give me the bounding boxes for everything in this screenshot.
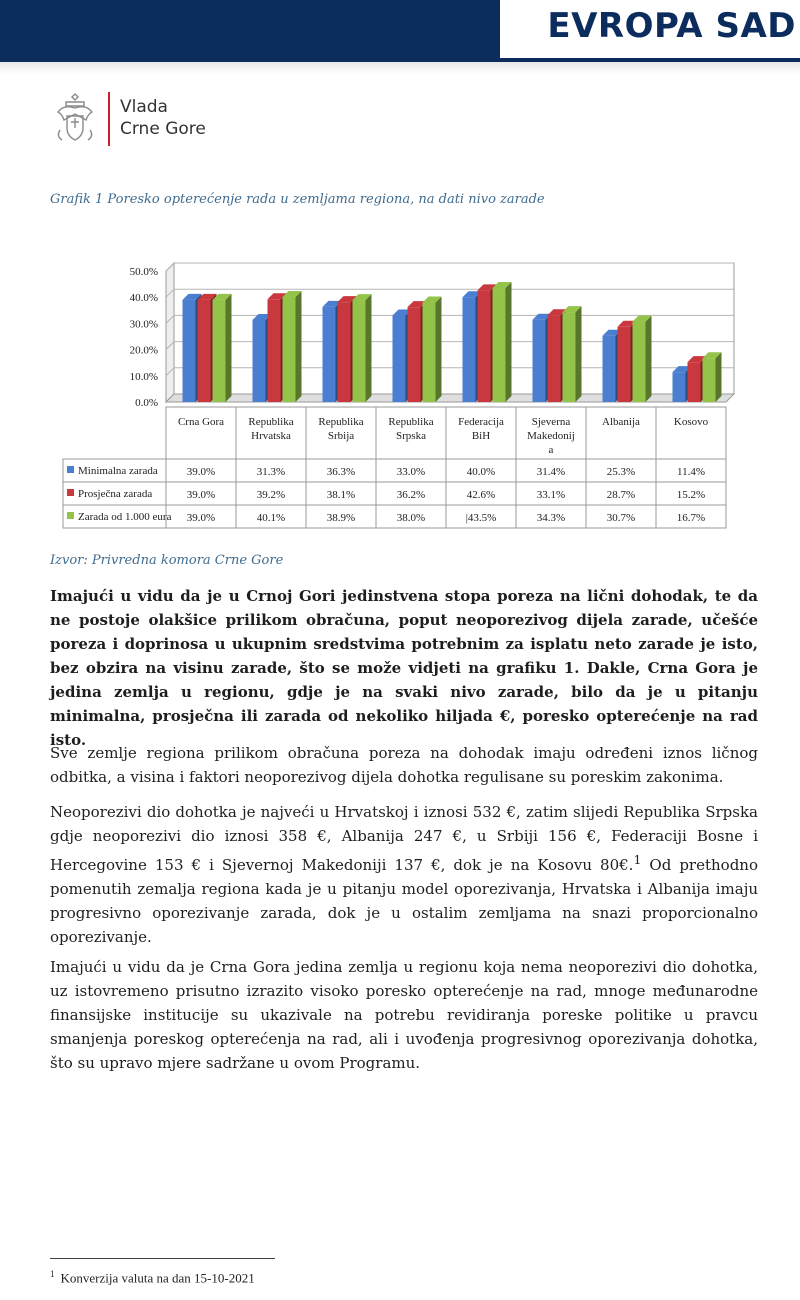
data-label: 40.0%	[466, 466, 496, 478]
government-name-line2: Crne Gore	[120, 119, 206, 139]
logo-separator	[108, 92, 110, 146]
y-tick-label: 10.0%	[129, 370, 158, 383]
x-tick-label: Srpska	[396, 430, 426, 442]
footnote-number: 1	[50, 1269, 55, 1279]
data-label: 38.0%	[396, 512, 426, 524]
government-name	[120, 96, 206, 140]
brand-logo[interactable]: EVROPA SAD	[547, 6, 796, 46]
legend-label: Minimalna zarada	[78, 465, 158, 477]
bar	[393, 316, 406, 402]
bar	[463, 297, 476, 402]
x-tick-label: a	[548, 444, 554, 456]
data-label: 33.1%	[536, 489, 566, 501]
footnote-ref[interactable]: 1	[633, 852, 642, 867]
bar	[213, 300, 226, 402]
y-tick-label: 0.0%	[135, 397, 158, 409]
data-label: |43.5%	[465, 512, 497, 524]
bar-side	[366, 294, 372, 402]
chart-svg	[60, 255, 760, 535]
bar	[338, 302, 351, 402]
footnote	[50, 1269, 255, 1286]
paragraph-1: Imajući u vidu da je u Crnoj Gori jedinstvena stopa poreza na lični dohodak, te da ne postoje olakšice prilikom obračuna, poput neoporezivog dijela zarade, učešće poreza i doprinosa u ukupnim sredstvima potrebnim za isplatu neto zarade je isto, bez obzira na visinu zarade, što se može vidjeti na grafiku 1. Dakle, Crna Gora je jedina zemlja u regionu, gdje je na svaki nivo zarade, bilo da je u pitanju minimalna, prosječna ili zarada od nekoliko hiljada €, poresko opterećenje na rad isto.	[50, 587, 758, 749]
data-label: 38.1%	[326, 489, 356, 501]
bar	[198, 300, 211, 402]
bar	[703, 358, 716, 402]
data-label: 39.0%	[186, 489, 216, 501]
bar	[283, 297, 296, 402]
bar	[478, 290, 491, 402]
x-tick-label: Hrvatska	[251, 430, 291, 442]
data-label: 25.3%	[606, 466, 636, 478]
bar-side	[576, 306, 582, 402]
coat-of-arms-icon	[50, 90, 100, 146]
y-tick-label: 40.0%	[129, 292, 158, 305]
data-label: 31.3%	[256, 466, 286, 478]
header-shadow	[0, 62, 800, 74]
data-label: 39.0%	[186, 512, 216, 524]
x-tick-label: Kosovo	[673, 416, 709, 428]
data-label: 16.7%	[676, 512, 706, 524]
x-tick-label: Sjeverna	[531, 416, 571, 428]
site-header	[0, 0, 800, 62]
x-tick-label: BiH	[471, 430, 491, 442]
paragraph-3-rest: Od prethodno pomenutih zemalja regiona kada je u pitanju model oporezivanja, Hrvatska i Albanija imaju progresivno oporezivanje zarada, dok je u ostalim zemljama na snazi proporcionalno oporezivanje.	[50, 856, 758, 946]
bar	[253, 320, 266, 402]
bar	[423, 302, 436, 402]
header-navy-block	[0, 0, 500, 58]
y-tick-label: 50.0%	[129, 266, 158, 278]
government-name-line1: Vlada	[120, 97, 168, 117]
bar	[183, 300, 196, 402]
tax-burden-chart	[60, 255, 760, 535]
bar	[603, 336, 616, 402]
data-label: 36.2%	[396, 489, 426, 501]
footnote-separator	[50, 1258, 275, 1259]
x-tick-label: Crna Gora	[177, 416, 225, 428]
legend-swatch	[67, 512, 74, 519]
legend-label: Zarada od 1.000 eura	[78, 511, 172, 523]
paragraph-3	[50, 800, 758, 949]
x-tick-label: Makedonij	[527, 430, 575, 442]
x-tick-label: Albanija	[602, 416, 640, 428]
bar	[408, 307, 421, 402]
bar	[323, 307, 336, 402]
chart-caption: Grafik 1 Poresko opterećenje rada u zemljama regiona, na dati nivo zarade	[50, 192, 545, 207]
bar-side	[506, 282, 512, 402]
x-tick-label: Srbija	[327, 430, 355, 442]
data-label: 28.7%	[606, 489, 636, 501]
bar-side	[716, 352, 722, 402]
bar-side	[436, 296, 442, 402]
bar-side	[646, 316, 652, 402]
data-label: 39.0%	[186, 466, 216, 478]
data-label: 31.4%	[536, 466, 566, 478]
chart-side-wall	[166, 263, 174, 402]
bar	[548, 315, 561, 402]
paragraph-4: Imajući u vidu da je Crna Gora jedina zemlja u regionu koja nema neoporezivi dio dohotka, uz istovremeno prisutno izrazito visoko poresko opterećenje na rad, mnoge međunarodne finansijske institucije su ukazivale na potrebu revidiranja poreske politike u pravcu smanjenja poreskog opterećenja na rad, ali i uvođenja progresivnog oporezivanja dohotka, što su upravo mjere sadržane u ovom Programu.	[50, 958, 758, 1072]
bar-side	[296, 291, 302, 402]
bar	[268, 299, 281, 402]
data-label: 42.6%	[466, 489, 496, 501]
y-tick-label: 20.0%	[129, 344, 158, 357]
bar	[533, 320, 546, 402]
footnote-text: Konverzija valuta na dan 15-10-2021	[60, 1270, 255, 1286]
data-label: 15.2%	[676, 489, 706, 501]
bar	[563, 312, 576, 402]
data-label: 39.2%	[256, 489, 286, 501]
bar	[618, 327, 631, 402]
bar	[493, 288, 506, 402]
bar	[673, 372, 686, 402]
data-label: 38.9%	[326, 512, 356, 524]
data-label: 11.4%	[676, 466, 706, 478]
x-tick-label: Federacija	[458, 416, 504, 428]
x-tick-label: Republika	[318, 416, 364, 428]
y-tick-label: 30.0%	[129, 318, 158, 331]
chart-source: Izvor: Privredna komora Crne Gore	[50, 553, 284, 568]
legend-label: Prosječna zarada	[78, 488, 153, 500]
x-tick-label: Republika	[248, 416, 294, 428]
bar	[353, 300, 366, 402]
legend-swatch	[67, 489, 74, 496]
data-label: 36.3%	[326, 466, 356, 478]
data-label: 40.1%	[256, 512, 286, 524]
paragraph-2: Sve zemlje regiona prilikom obračuna poreza na dohodak imaju određeni iznos ličnog odbitka, a visina i faktori neoporezivog dijela dohotka regulisane su poreskim zakonima.	[50, 744, 758, 786]
bar	[688, 362, 701, 402]
paragraph-3-main: Neoporezivi dio dohotka je najveći u Hrvatskoj i iznosi 532 €, zatim slijedi Republika Srpska gdje neoporezivi dio iznosi 358 €, Albanija 247 €, u Srbiji 156 €, Federaciji Bosne i Hercegovine 153 € i Sjevernoj Makedoniji 137 €, dok je na Kosovu 80€.	[50, 803, 758, 874]
data-label: 33.0%	[396, 466, 426, 478]
legend-swatch	[67, 466, 74, 473]
data-label: 34.3%	[536, 512, 566, 524]
x-tick-label: Republika	[388, 416, 434, 428]
bar-side	[226, 294, 232, 402]
data-label: 30.7%	[606, 512, 636, 524]
bar	[633, 322, 646, 402]
